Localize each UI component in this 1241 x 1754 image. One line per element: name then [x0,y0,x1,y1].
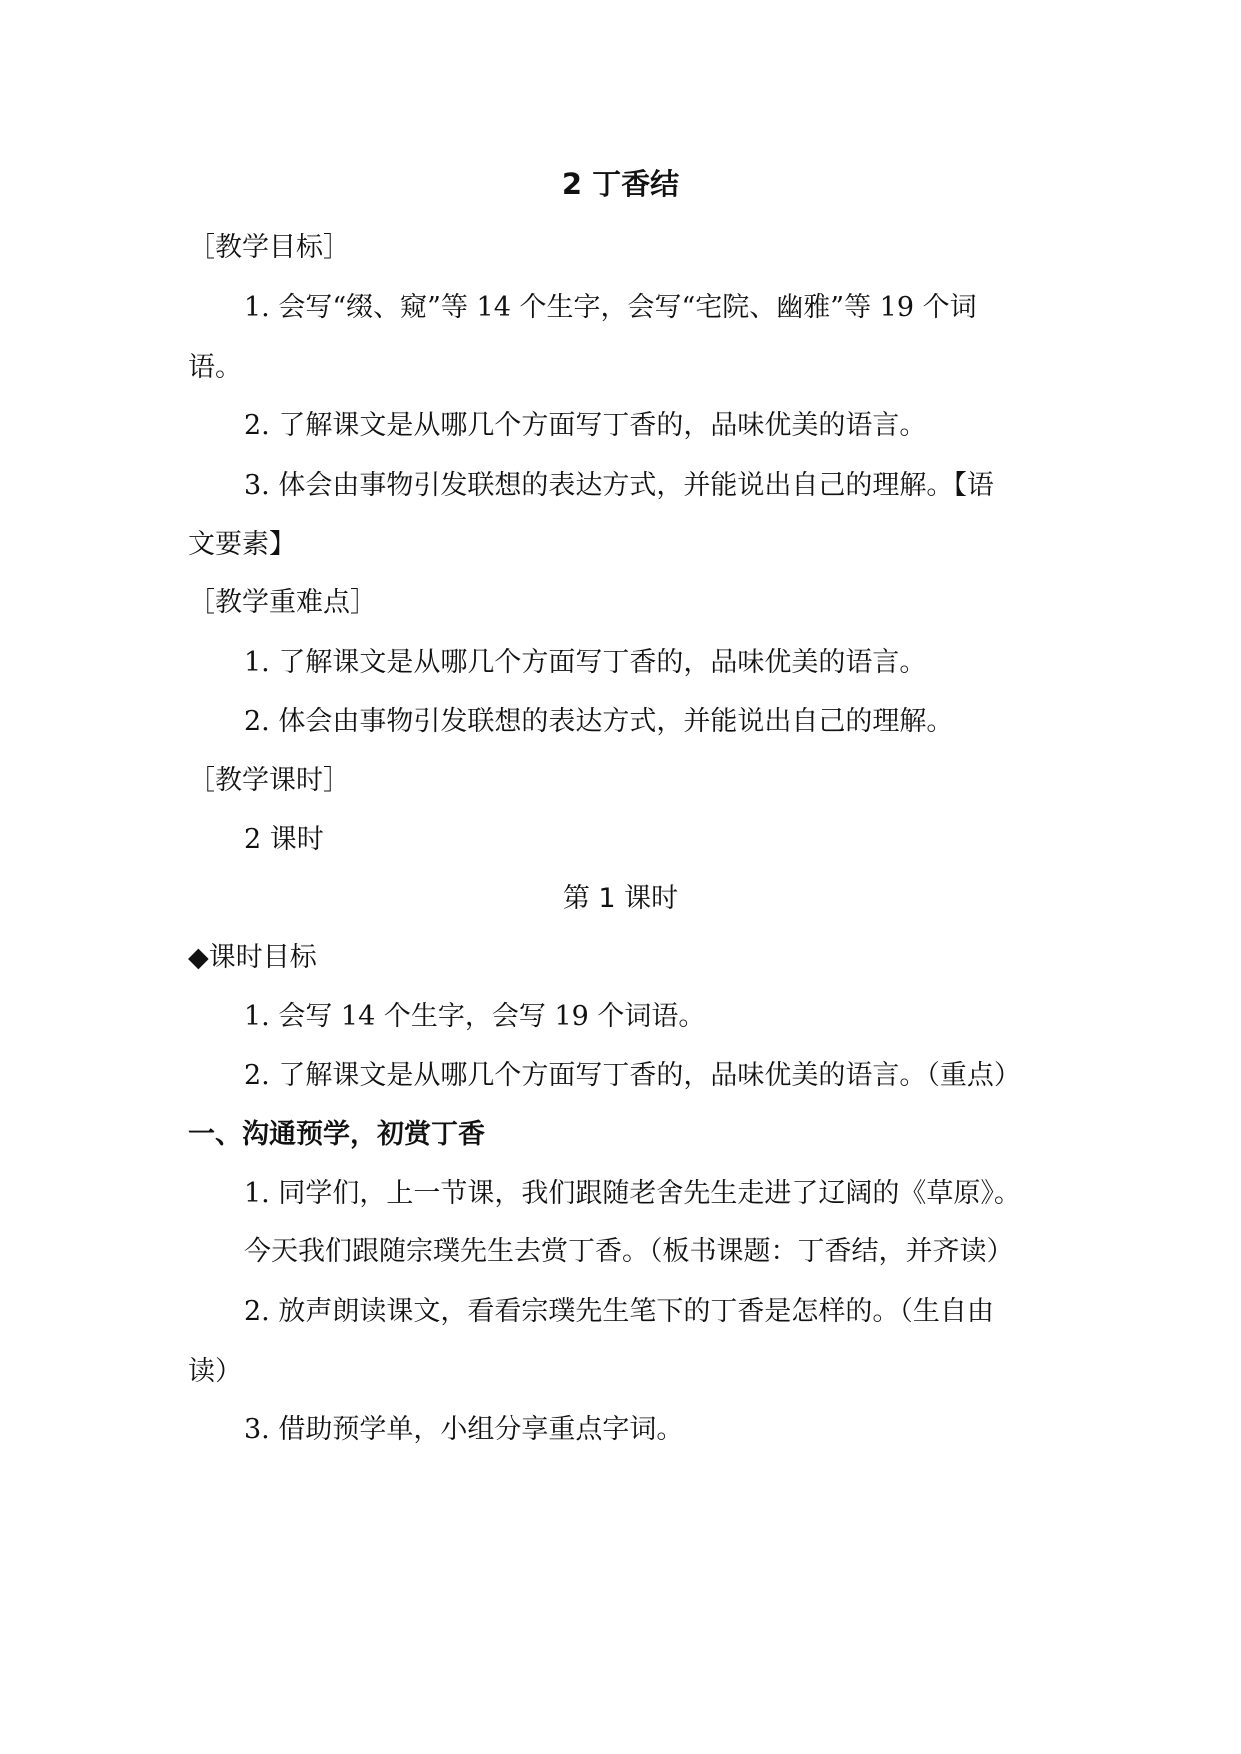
hours-value: 2 课时 [244,824,324,855]
part-1-header: 一、沟通预学，初赏丁香 [188,1119,485,1150]
hours-header: ［教学课时］ [188,765,350,796]
paragraph-2: 2. 放声朗读课文，看看宗璞先生笔下的丁香是怎样的。（生自由 [244,1296,994,1327]
key-point-2: 2. 体会由事物引发联想的表达方式，并能说出自己的理解。 [244,706,954,737]
objective-item-3-cont: 文要素】 [188,529,296,560]
objective-item-2: 2. 了解课文是从哪几个方面写丁香的，品味优美的语言。 [244,410,927,441]
objectives-header: ［教学目标］ [188,232,350,263]
objective-item-3: 3. 体会由事物引发联想的表达方式，并能说出自己的理解。【语 [244,470,994,501]
key-points-header: ［教学重难点］ [188,587,377,618]
paragraph-1-cont: 今天我们跟随宗璞先生去赏丁香。（板书课题：丁香结，并齐读） [244,1236,1014,1267]
lesson-goals-header: ◆课时目标 [188,942,317,973]
document-title: 2 丁香结 [561,167,680,201]
lesson-goal-1: 1. 会写 14 个生字，会写 19 个词语。 [244,1001,706,1032]
key-point-1: 1. 了解课文是从哪几个方面写丁香的，品味优美的语言。 [244,647,927,678]
lesson-goal-2: 2. 了解课文是从哪几个方面写丁香的，品味优美的语言。（重点） [244,1060,1021,1091]
objective-item-1: 1. 会写“缀、窥”等 14 个生字，会写“宅院、幽雅”等 19 个词 [244,292,977,323]
paragraph-3: 3. 借助预学单，小组分享重点字词。 [244,1414,684,1445]
paragraph-1: 1. 同学们，上一节课，我们跟随老舍先生走进了辽阔的《草原》。 [244,1178,1021,1209]
paragraph-2-cont: 读） [188,1356,242,1387]
objective-item-1-cont: 语。 [188,352,242,383]
lesson-heading: 第 1 课时 [562,883,679,914]
